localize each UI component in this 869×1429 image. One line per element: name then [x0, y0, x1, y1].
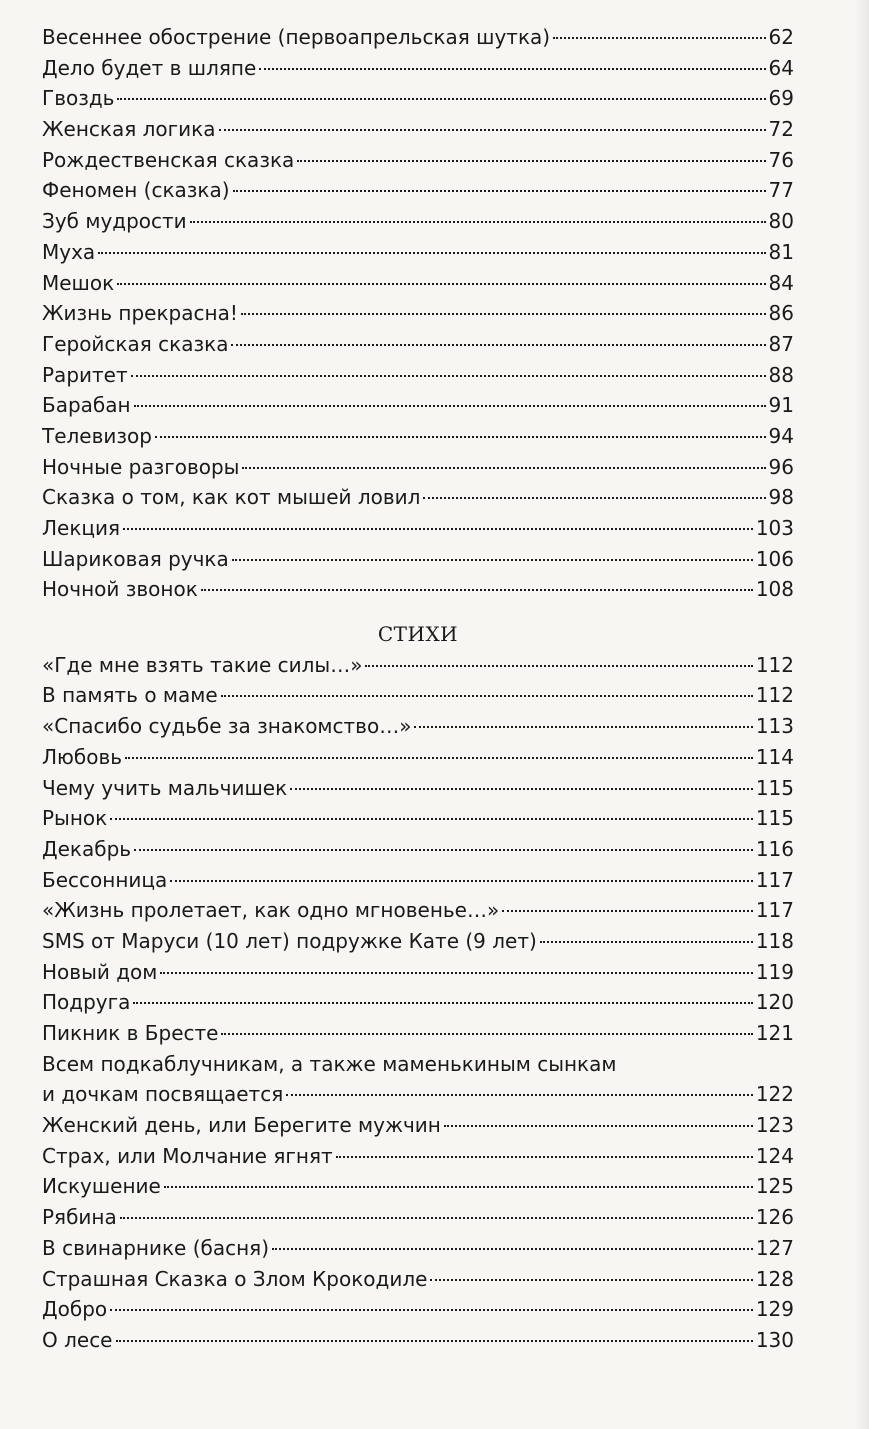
- toc-entry-page: 118: [755, 928, 794, 953]
- toc-entry: [42, 1233, 794, 1264]
- dot-leader: [221, 695, 753, 697]
- page-edge-shadow: [855, 0, 869, 1429]
- toc-entry-page: 76: [768, 147, 794, 172]
- dot-leader: [98, 252, 765, 254]
- toc-entry-title: Рождественская сказка: [42, 147, 295, 172]
- toc-entry-page: 112: [755, 652, 794, 677]
- dot-leader: [190, 221, 766, 223]
- dot-leader: [164, 1186, 753, 1188]
- toc-entry: [42, 957, 794, 988]
- toc-entry-title: Чему учить мальчишек: [42, 775, 288, 800]
- poems-section-b: [42, 1110, 794, 1356]
- toc-entry: [42, 237, 794, 268]
- toc-entry: [42, 680, 794, 711]
- toc-entry-title: Мешок: [42, 270, 115, 295]
- dot-leader: [134, 849, 753, 851]
- toc-entry: [42, 1141, 794, 1172]
- toc-entry: [42, 711, 794, 742]
- toc-entry-title: Раритет: [42, 362, 128, 387]
- dot-leader: [502, 910, 753, 912]
- toc-entry-page: 115: [755, 775, 794, 800]
- toc-entry: [42, 452, 794, 483]
- toc-entry: [42, 1325, 794, 1356]
- toc-entry: [42, 22, 794, 53]
- dot-leader: [414, 726, 752, 728]
- poems-section-heading: СТИХИ: [377, 622, 459, 647]
- toc-entry-title: Страх, или Молчание ягнят: [42, 1143, 333, 1168]
- poems-section-a: [42, 650, 794, 1049]
- toc-entry-page: 87: [768, 331, 794, 356]
- dot-leader: [219, 129, 766, 131]
- toc-entry: [42, 803, 794, 834]
- toc-entry-title: Любовь: [42, 744, 123, 769]
- dot-leader: [423, 497, 765, 499]
- dot-leader: [336, 1156, 753, 1158]
- toc-entry: [42, 175, 794, 206]
- toc-entry-title: Феномен (сказка): [42, 178, 230, 203]
- toc-entry: [42, 206, 794, 237]
- toc-entry-page: 96: [768, 454, 794, 479]
- toc-entry-title-line1: Всем подкаблучникам, а также маменькиным сынкам: [42, 1051, 617, 1076]
- dot-leader: [201, 589, 753, 591]
- toc-entry-page: 81: [768, 239, 794, 264]
- toc-entry-page: 112: [755, 683, 794, 708]
- toc-entry-title: Декабрь: [42, 836, 132, 861]
- toc-entry: [42, 574, 794, 605]
- toc-entry: [42, 1202, 794, 1233]
- dot-leader: [133, 1002, 752, 1004]
- dot-leader: [540, 941, 753, 943]
- toc-entry-page: 106: [755, 546, 794, 571]
- dot-leader: [117, 98, 765, 100]
- toc-entry-title: Женский день, или Берегите мужчин: [42, 1113, 441, 1138]
- toc-entry-page: 62: [768, 25, 794, 49]
- toc-entry-page: 117: [755, 898, 794, 923]
- toc-entry-title: Бессонница: [42, 867, 168, 892]
- toc-entry: [42, 145, 794, 176]
- dot-leader: [231, 344, 765, 346]
- toc-entry-title: В свинарнике (басня): [42, 1235, 270, 1260]
- toc-entry: [42, 1110, 794, 1141]
- toc-entry-page: 127: [755, 1235, 794, 1260]
- toc-entry-title-line2: и дочкам посвящается: [42, 1082, 284, 1107]
- dot-leader: [110, 818, 753, 820]
- toc-entry-wrapped: [42, 1049, 794, 1110]
- dot-leader: [134, 405, 766, 407]
- toc-entry-title: SMS от Маруси (10 лет) подружке Кате (9 лет): [42, 928, 537, 953]
- dot-leader: [125, 757, 753, 759]
- dot-leader: [155, 436, 766, 438]
- toc-entry: [42, 742, 794, 773]
- toc-entry-page: 120: [755, 990, 794, 1015]
- toc-entry-title: «Жизнь пролетает, как одно мгновенье…»: [42, 898, 500, 923]
- dot-leader: [160, 972, 752, 974]
- toc-entry-title: Шариковая ручка: [42, 546, 229, 571]
- toc-entry-title: Страшная Сказка о Злом Крокодиле: [42, 1266, 428, 1291]
- toc-entry-title: Лекция: [42, 516, 121, 540]
- dot-leader: [117, 283, 765, 285]
- toc-entry-page: 108: [755, 577, 794, 602]
- toc-entry: [42, 114, 794, 145]
- dot-leader: [123, 528, 753, 530]
- toc-entry: [42, 83, 794, 114]
- prose-section: [42, 22, 794, 605]
- toc-entry-title: В память о маме: [42, 683, 218, 708]
- toc-entry-page: 121: [755, 1021, 794, 1045]
- toc-entry-title: Зуб мудрости: [42, 209, 187, 234]
- toc-entry: [42, 1018, 794, 1049]
- toc-entry: [42, 329, 794, 360]
- toc-entry-title: Барабан: [42, 393, 131, 418]
- toc-entry-page: 64: [768, 55, 794, 80]
- toc-entry: [42, 544, 794, 575]
- toc-entry-title: Муха: [42, 239, 96, 264]
- toc-entry-title: Рябина: [42, 1205, 117, 1230]
- dot-leader: [241, 313, 766, 315]
- toc-entry-page: 119: [755, 959, 794, 984]
- toc-entry-page: 130: [755, 1327, 794, 1352]
- toc-entry: [42, 1294, 794, 1325]
- toc-entry-page: 116: [755, 836, 794, 861]
- toc-entry-title: Пикник в Бресте: [42, 1021, 219, 1045]
- toc-entry-page: 124: [755, 1143, 794, 1168]
- dot-leader: [286, 1094, 753, 1096]
- dot-leader: [120, 1217, 753, 1219]
- table-of-contents: [42, 22, 794, 1356]
- dot-leader: [110, 1309, 753, 1311]
- dot-leader: [232, 559, 753, 561]
- dot-leader: [170, 880, 753, 882]
- toc-entry-title: Сказка о том, как кот мышей ловил: [42, 485, 421, 510]
- toc-entry: [42, 895, 794, 926]
- toc-entry: [42, 268, 794, 299]
- dot-leader: [242, 467, 765, 469]
- toc-entry: [42, 834, 794, 865]
- dot-leader: [290, 788, 753, 790]
- toc-entry-title: Гвоздь: [42, 86, 115, 111]
- dot-leader: [131, 375, 766, 377]
- toc-entry-title: «Спасибо судьбе за знакомство…»: [42, 714, 412, 739]
- toc-entry: [42, 1264, 794, 1295]
- toc-entry-page: 123: [755, 1113, 794, 1138]
- toc-entry: [42, 421, 794, 452]
- dot-leader: [365, 665, 752, 667]
- toc-entry-title: Жизнь прекрасна!: [42, 301, 238, 326]
- toc-entry-title: Телевизор: [42, 423, 152, 448]
- toc-entry-page: 117: [755, 867, 794, 892]
- toc-entry-title: Ночной звонок: [42, 577, 198, 602]
- toc-entry-page: 88: [768, 362, 794, 387]
- toc-entry-page: 113: [755, 714, 794, 739]
- toc-entry-page: 126: [755, 1205, 794, 1230]
- toc-entry: [42, 865, 794, 896]
- toc-entry-page: 84: [768, 270, 794, 295]
- dot-leader: [233, 190, 766, 192]
- toc-entry-title: Дело будет в шляпе: [42, 55, 257, 80]
- toc-entry-page: 72: [768, 117, 794, 142]
- toc-entry-title: Ночные разговоры: [42, 454, 240, 479]
- toc-entry: [42, 773, 794, 804]
- dot-leader: [116, 1340, 753, 1342]
- toc-entry-page: 125: [755, 1174, 794, 1199]
- toc-entry-page: 94: [768, 423, 794, 448]
- toc-entry-page: 80: [768, 209, 794, 234]
- toc-entry-title: Искушение: [42, 1174, 161, 1199]
- toc-entry-title: Геройская сказка: [42, 331, 229, 356]
- toc-entry-title: Новый дом: [42, 959, 158, 984]
- dot-leader: [444, 1125, 753, 1127]
- toc-entry-title: Весеннее обострение (первоапрельская шутка): [42, 25, 551, 49]
- dot-leader: [272, 1248, 753, 1250]
- toc-entry-page: 103: [755, 516, 794, 540]
- toc-entry-page: 69: [768, 86, 794, 111]
- toc-entry: [42, 53, 794, 84]
- toc-entry: [42, 987, 794, 1018]
- toc-entry: [42, 926, 794, 957]
- toc-entry: [42, 482, 794, 513]
- toc-entry: [42, 513, 794, 544]
- toc-entry-page: 77: [768, 178, 794, 203]
- dot-leader: [297, 160, 765, 162]
- dot-leader: [259, 68, 765, 70]
- toc-entry-line2: [42, 1079, 794, 1110]
- toc-entry-title: «Где мне взять такие силы…»: [42, 652, 363, 677]
- toc-entry-page: 91: [768, 393, 794, 418]
- toc-entry-page: 128: [755, 1266, 794, 1291]
- toc-entry-page: 114: [755, 744, 794, 769]
- toc-entry: [42, 650, 794, 681]
- toc-entry-title: О лесе: [42, 1327, 113, 1352]
- toc-entry: [42, 360, 794, 391]
- dot-leader: [221, 1033, 752, 1035]
- toc-entry-page: 98: [768, 485, 794, 510]
- toc-entry-title: Подруга: [42, 990, 131, 1015]
- toc-entry-title: Рынок: [42, 806, 108, 831]
- toc-entry-title: Добро: [42, 1297, 108, 1322]
- toc-entry: [42, 1171, 794, 1202]
- toc-entry-page: 129: [755, 1297, 794, 1322]
- dot-leader: [553, 37, 765, 39]
- toc-entry-title: Женская логика: [42, 117, 216, 142]
- toc-entry-page: 115: [755, 806, 794, 831]
- toc-entry-page: 122: [755, 1082, 794, 1107]
- toc-entry: [42, 298, 794, 329]
- toc-entry-page: 86: [768, 301, 794, 326]
- toc-entry: [42, 390, 794, 421]
- dot-leader: [430, 1279, 752, 1281]
